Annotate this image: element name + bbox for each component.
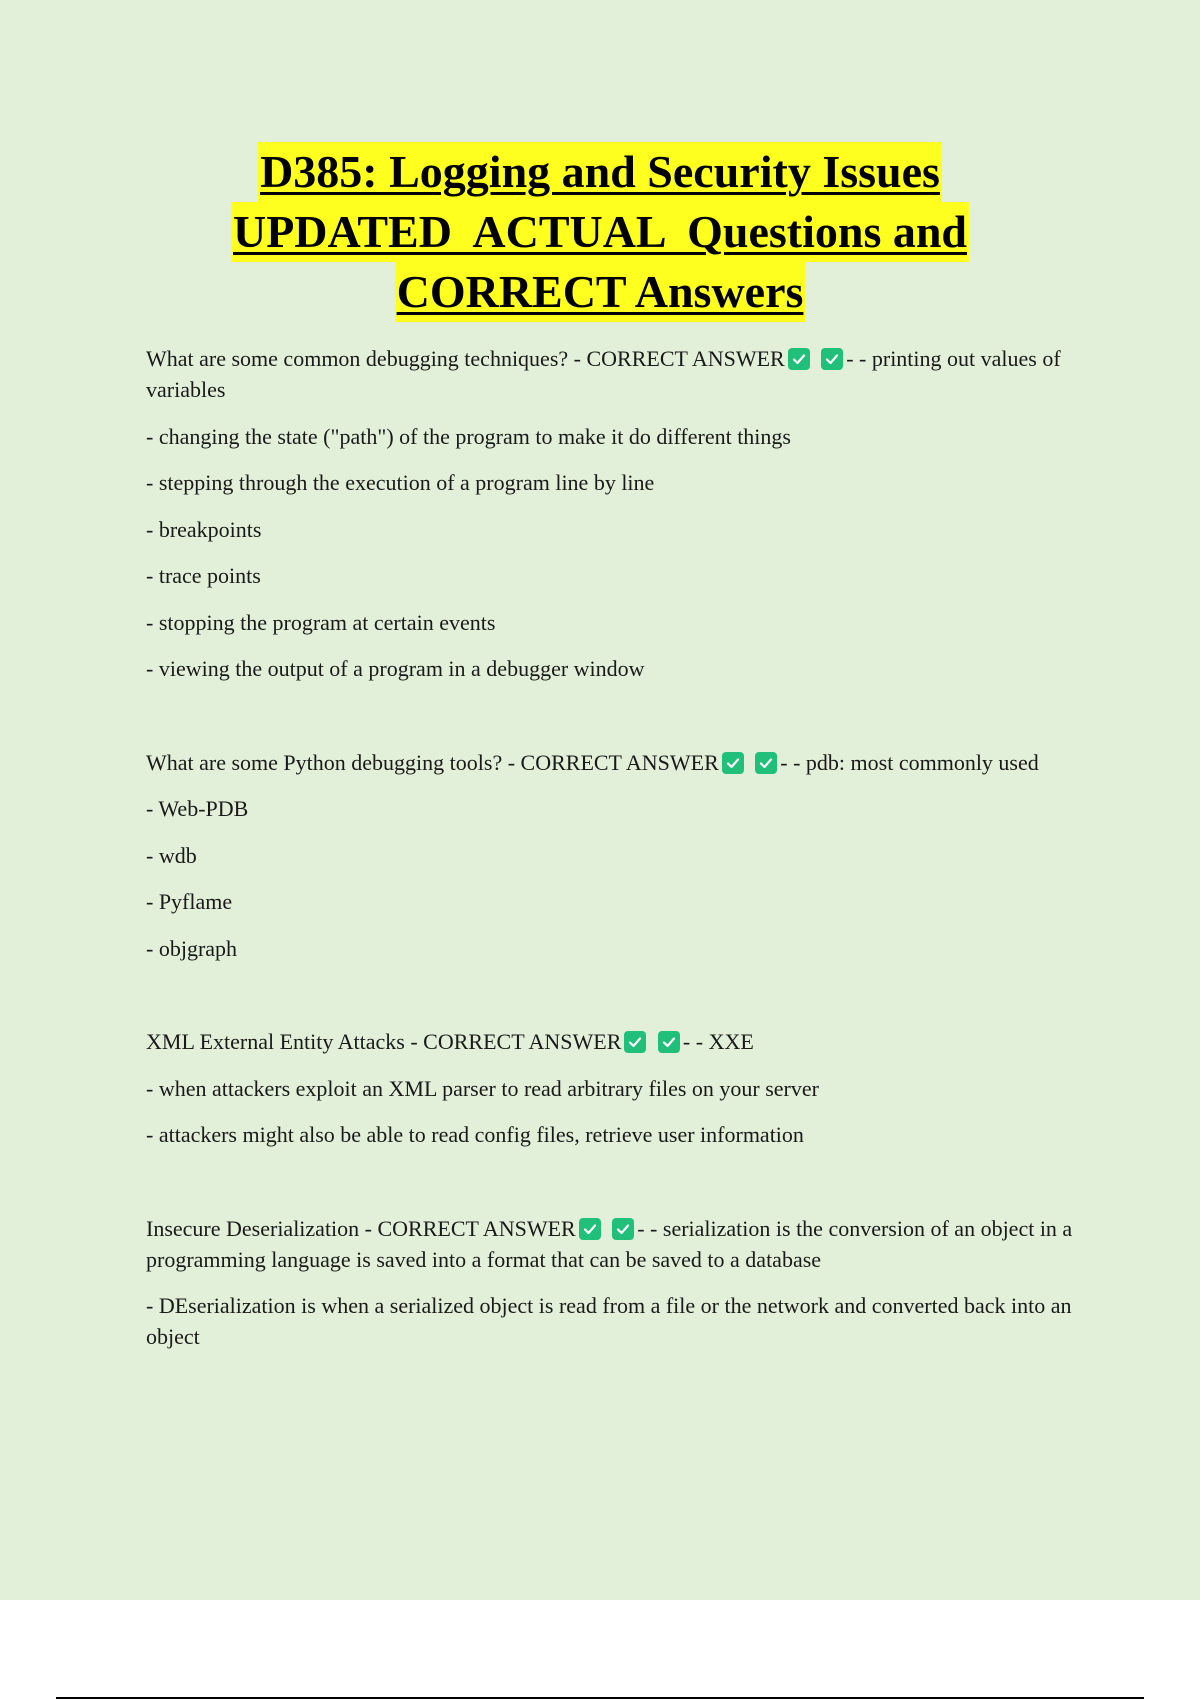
question-text: What are some Python debugging tools? - CORRECT ANSWER — [146, 749, 719, 775]
answer-bullet: - when attackers exploit an XML parser to read arbitrary files on your server — [146, 1075, 819, 1101]
check-box-icon — [579, 1218, 601, 1240]
answer-bullet: - DEserialization is when a serialized object is read from a file or the network and converted back into an object — [146, 1293, 1072, 1349]
question-paragraph — [146, 1213, 1086, 1275]
answer-text: - - printing out values of variables — [146, 346, 1061, 402]
section-spacer — [146, 1166, 1086, 1213]
qa-section-xxe — [146, 1026, 1086, 1150]
answer-bullet: - breakpoints — [146, 516, 262, 542]
check-box-icon — [612, 1218, 634, 1240]
check-box-icon — [722, 752, 744, 774]
question-text: What are some common debugging techniques? - CORRECT ANSWER — [146, 346, 785, 371]
answer-bullet: - stepping through the execution of a program line by line — [146, 470, 655, 495]
question-paragraph — [146, 747, 1086, 778]
check-box-icon — [821, 348, 843, 370]
answer-bullet: - objgraph — [146, 935, 238, 961]
section-spacer — [146, 700, 1086, 747]
document-body — [146, 343, 1086, 1368]
answer-bullet: - wdb — [146, 842, 197, 868]
check-box-icon — [624, 1031, 646, 1053]
title-line-2: UPDATED ACTUAL Questions and — [231, 202, 969, 262]
question-paragraph — [146, 1026, 1086, 1057]
question-text: Insecure Deserialization - CORRECT ANSWER — [146, 1215, 576, 1241]
answer-text: - - XXE — [682, 1029, 754, 1054]
qa-section-insecure-deserialization — [146, 1213, 1086, 1353]
check-box-icon — [755, 752, 777, 774]
footer-divider — [56, 1697, 1144, 1699]
answer-text: - - pdb: most commonly used — [780, 749, 1039, 775]
answer-bullet: - viewing the output of a program in a debugger window — [146, 656, 645, 681]
qa-section-debugging-techniques — [146, 343, 1086, 684]
check-box-icon — [658, 1031, 680, 1053]
answer-bullet: - trace points — [146, 563, 261, 588]
question-text: XML External Entity Attacks - CORRECT ANSWER — [146, 1029, 622, 1054]
document-title — [0, 142, 1200, 322]
check-box-icon — [788, 348, 810, 370]
qa-section-python-tools — [146, 747, 1086, 964]
answer-bullet: - changing the state ("path") of the program to make it do different things — [146, 423, 791, 449]
answer-bullet: - Web-PDB — [146, 796, 249, 821]
answer-bullet: - attackers might also be able to read config files, retrieve user information — [146, 1122, 804, 1147]
answer-bullet: - Pyflame — [146, 889, 233, 914]
question-paragraph — [146, 343, 1086, 405]
section-spacer — [146, 979, 1086, 1026]
title-line-1: D385: Logging and Security Issues — [258, 142, 942, 202]
answer-bullet: - stopping the program at certain events — [146, 609, 496, 635]
title-line-3: CORRECT Answers — [395, 262, 806, 322]
answer-text: - - serialization is the conversion of an object in a programming language is saved into a format that can be saved to a database — [146, 1215, 1073, 1272]
